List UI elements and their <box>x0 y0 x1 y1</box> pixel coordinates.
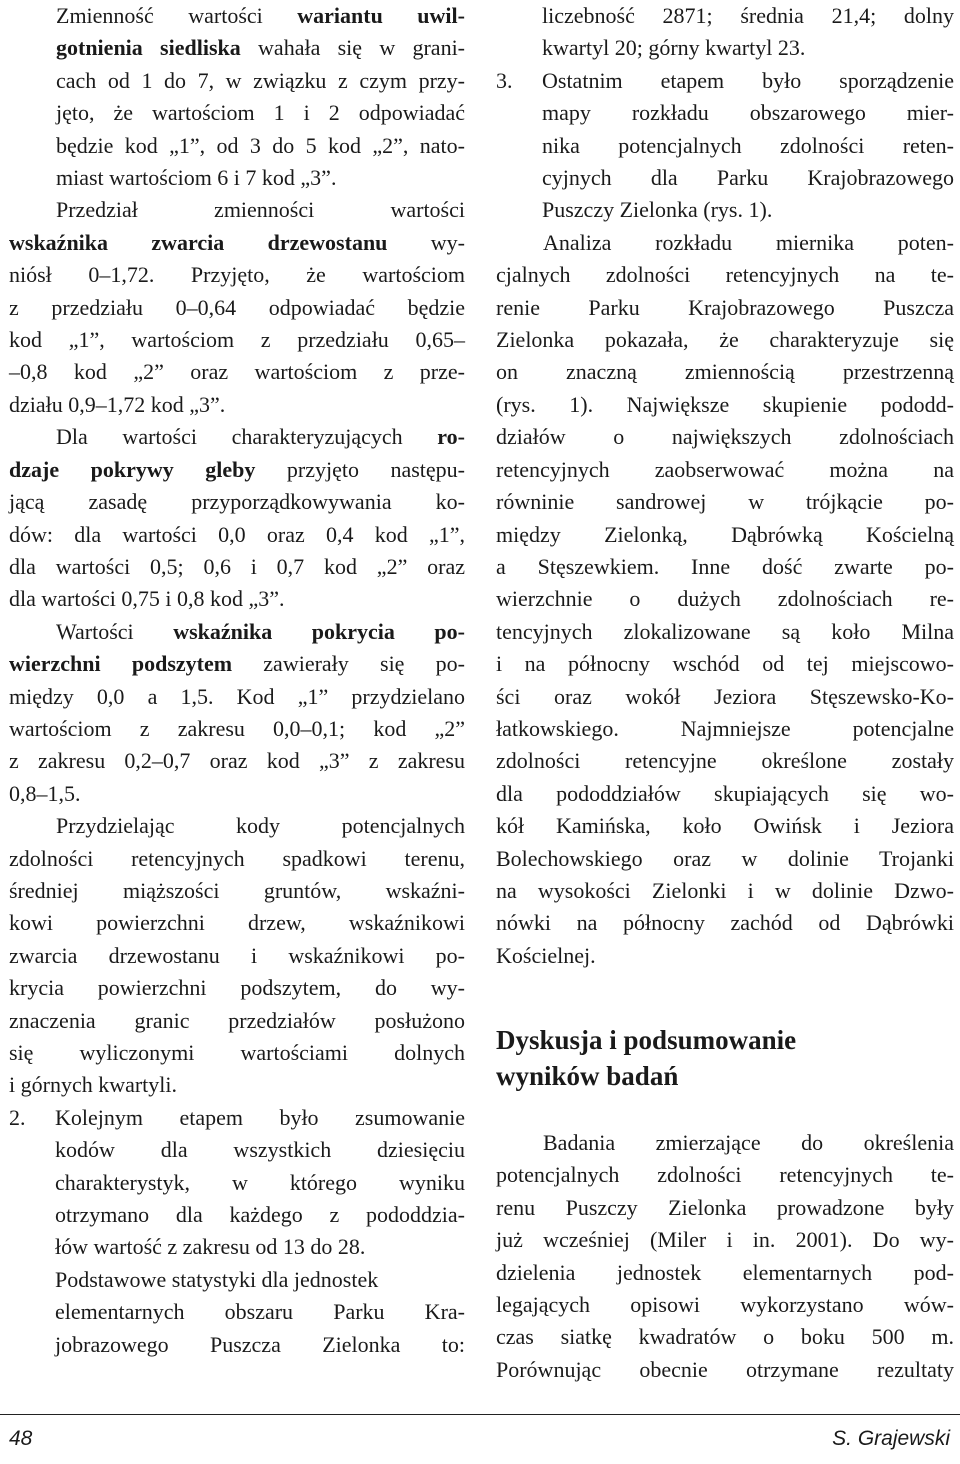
text-line: wierzchni podszytem zawierały się po- <box>9 651 465 677</box>
text-line: dzielenia jednostek elementarnych pod- <box>496 1259 954 1285</box>
footer-rule <box>0 1414 960 1415</box>
text-line: wskaźnika zwarcia drzewostanu wy- <box>9 229 465 255</box>
text-line: kodów dla wszystkich dziesięciu <box>55 1137 465 1163</box>
text-line: zdolności retencyjnych spadkowi terenu, <box>9 845 465 871</box>
text-line: znaczenia granic przedziałów posłużono <box>9 1007 465 1033</box>
list-number: 2. <box>9 1104 26 1130</box>
text-line: miast wartościom 6 i 7 kod „3”. <box>56 165 337 191</box>
text-line: jęto, że wartościom 1 i 2 odpowiadać <box>56 100 465 126</box>
text-line: się wyliczonymi wartościami dolnych <box>9 1040 465 1065</box>
paragraph-pokrywa-gleby <box>9 421 465 615</box>
text-line: renu Puszczy Zielonka prowadzone były <box>496 1194 954 1220</box>
heading-line: Dyskusja i podsumowanie <box>496 1025 797 1055</box>
bold-term: gotnienia siedliska <box>56 35 241 61</box>
text-line: zdolności retencyjne określone zostały <box>496 748 954 774</box>
text-line: jącą zasadę przyporządkowywania ko- <box>9 489 465 515</box>
bold-term: dzaje pokrywy gleby <box>9 456 256 482</box>
text-line: potencjalnych zdolności retencyjnych te- <box>496 1162 954 1188</box>
text-line: dów: dla wartości 0,0 oraz 0,4 kod „1”, <box>9 521 465 547</box>
text-line: elementarnych obszaru Parku Kra- <box>55 1299 465 1325</box>
text-line: równinie sandrowej w trójkącie po- <box>496 489 954 515</box>
text-line: dla wartości 0,5; 0,6 i 0,7 kod „2” oraz <box>9 553 465 579</box>
text-line: dzaje pokrywy gleby przyjęto następu- <box>9 456 465 482</box>
paragraph-pokrycie-podszytem <box>9 616 465 810</box>
text-line: wierzchnie o dużych zdolnościach re- <box>496 586 954 612</box>
text-line: Puszczy Zielonka (rys. 1). <box>542 197 773 223</box>
paragraph-badania <box>496 1127 954 1386</box>
text-line: będzie kod „1”, od 3 do 5 kod „2”, nato- <box>56 132 465 158</box>
text-line: renie Parku Krajobrazowego Puszcza <box>496 294 954 320</box>
right-column-lower <box>496 1127 954 1386</box>
text-line: Wartości wskaźnika pokrycia po- <box>56 618 465 644</box>
text-line: i na północny wschód od tej miejscowo- <box>496 651 954 677</box>
text-line: nówki na północny zachód od Dąbrówki <box>496 910 954 936</box>
text-line: gotnienia siedliska wahała się w grani- <box>56 35 466 61</box>
text-line: kowi powierzchni drzew, wskaźnikowi <box>9 910 465 936</box>
list-number: 3. <box>496 67 513 93</box>
text-line: cach od 1 do 7, w związku z czym przy- <box>56 67 465 93</box>
bold-term: wskaźnika pokrycia po- <box>173 618 465 644</box>
text-line: nika potencjalnych zdolności reten- <box>542 132 954 158</box>
text-line: cjalnych zdolności retencyjnych na te- <box>496 262 954 288</box>
text-line: retencyjnych zaobserwować można na <box>496 456 954 482</box>
text-line: jobrazowego Puszcza Zielonka to: <box>55 1331 465 1357</box>
text-line: charakterystyk, w którego wyniku <box>55 1169 465 1195</box>
text-line: kół Kamińska, koło Owińsk i Jeziora <box>496 813 954 839</box>
text-line: już wcześniej (Miler i in. 2001). Do wy- <box>496 1227 954 1253</box>
bold-term: wskaźnika zwarcia drzewostanu <box>9 229 388 255</box>
text-line: Zielonka pokazała, że charakteryzuje się <box>496 327 954 353</box>
text-line: Kościelnej. <box>496 942 596 968</box>
text-line: cyjnych dla Parku Krajobrazowego <box>542 165 954 191</box>
text-line: on znaczną zmiennością przestrzenną <box>496 359 954 385</box>
text-line: czas siatkę kwadratów o boku 500 m. <box>496 1324 954 1350</box>
text-line: otrzymano dla każdego z pododdzia- <box>55 1202 465 1228</box>
text-line: kwartyl 20; górny kwartyl 23. <box>542 35 806 61</box>
text-line: łów wartość z zakresu od 13 do 28. <box>55 1234 366 1260</box>
text-line: zwarcia drzewostanu i wskaźnikowi po- <box>9 942 465 968</box>
text-line: ści oraz wokół Jeziora Stęszewsko-Ko- <box>496 683 954 709</box>
list-item-2 <box>9 1102 465 1361</box>
text-line: Przydzielając kody potencjalnych <box>56 813 465 839</box>
text-line: łatkowskiego. Najmniejsze potencjalne <box>496 715 954 741</box>
text-line: 0,8–1,5. <box>9 780 81 806</box>
text-line: niósł 0–1,72. Przyjęto, że wartościom <box>9 262 465 288</box>
heading-line: wyników badań <box>496 1061 679 1091</box>
text-line: mapy rozkładu obszarowego mier- <box>542 100 954 126</box>
text-line: tencyjnych zlokalizowane są koło Milna <box>496 618 954 644</box>
text-line: między Zielonką, Dąbrówką Kościelną <box>496 521 954 547</box>
text-line: Badania zmierzające do określenia <box>543 1130 954 1155</box>
text-line: Kolejnym etapem było zsumowanie <box>55 1104 465 1130</box>
bold-term: wariantu uwil- <box>297 3 465 28</box>
page-number: 48 <box>9 1427 33 1450</box>
text-line: Przedział zmienności wartości <box>56 197 465 223</box>
text-line: średniej miąższości gruntów, wskaźni- <box>9 877 465 903</box>
bold-term: wierzchni podszytem <box>9 651 233 677</box>
paragraph-zwarcie-drzewostanu <box>9 194 465 421</box>
text-line: wartościom z zakresu 0,0–0,1; kod „2” <box>9 715 465 741</box>
text-line: działów o największych zdolnościach <box>496 424 954 450</box>
text-line: a Stęszewkiem. Inne dość zwarte po- <box>496 553 954 579</box>
right-column <box>496 0 954 972</box>
text-line: kod „1”, wartościom z przedziału 0,65– <box>9 327 465 353</box>
text-line: Podstawowe statystyki dla jednostek <box>55 1266 379 1292</box>
text-line: Ostatnim etapem było sporządzenie <box>542 67 954 93</box>
text-line: działu 0,9–1,72 kod „3”. <box>9 391 226 417</box>
text-line: –0,8 kod „2” oraz wartościom z prze- <box>9 359 465 385</box>
text-line: krycia powierzchni podszytem, do wy- <box>9 975 465 1001</box>
text-line: z zakresu 0,2–0,7 oraz kod „3” z zakresu <box>9 748 465 774</box>
text-line: Porównując obecnie otrzymane rezultaty <box>496 1356 954 1382</box>
paragraph-analiza <box>496 227 954 972</box>
left-column <box>9 0 465 1361</box>
list-item-3 <box>496 65 954 227</box>
text-line: między 0,0 a 1,5. Kod „1” przydzielano <box>9 683 465 709</box>
text-line: dla wartości 0,75 i 0,8 kod „3”. <box>9 586 285 612</box>
section-heading <box>496 1022 954 1094</box>
bold-term: ro- <box>437 424 465 450</box>
text-line: Dla wartości charakteryzujących ro- <box>56 424 465 450</box>
text-line: Bolechowskiego oraz w dolinie Trojanki <box>496 845 954 871</box>
paragraph-przydzielajac-kody <box>9 810 465 1102</box>
text-line: z przedziału 0–0,64 odpowiadać będzie <box>9 294 465 320</box>
text-line: (rys. 1). Największe skupienie pododd- <box>496 391 954 417</box>
running-author: S. Grajewski <box>832 1427 950 1450</box>
text-line: Zmienność wartości wariantu uwil- <box>56 3 465 28</box>
text-line: Analiza rozkładu miernika poten- <box>543 229 954 255</box>
paragraph-wariant-uwilgotnienia <box>9 0 465 194</box>
text-line: i górnych kwartyli. <box>9 1072 178 1098</box>
text-line: dla pododdziałów skupiających się wo- <box>496 780 954 806</box>
text-line: legających opisowi wykorzystano wów- <box>496 1292 954 1318</box>
list-item-2-continuation <box>496 0 954 65</box>
text-line: na wysokości Zielonki i w dolinie Dzwo- <box>496 877 954 903</box>
text-line: liczebność 2871; średnia 21,4; dolny <box>542 3 954 28</box>
